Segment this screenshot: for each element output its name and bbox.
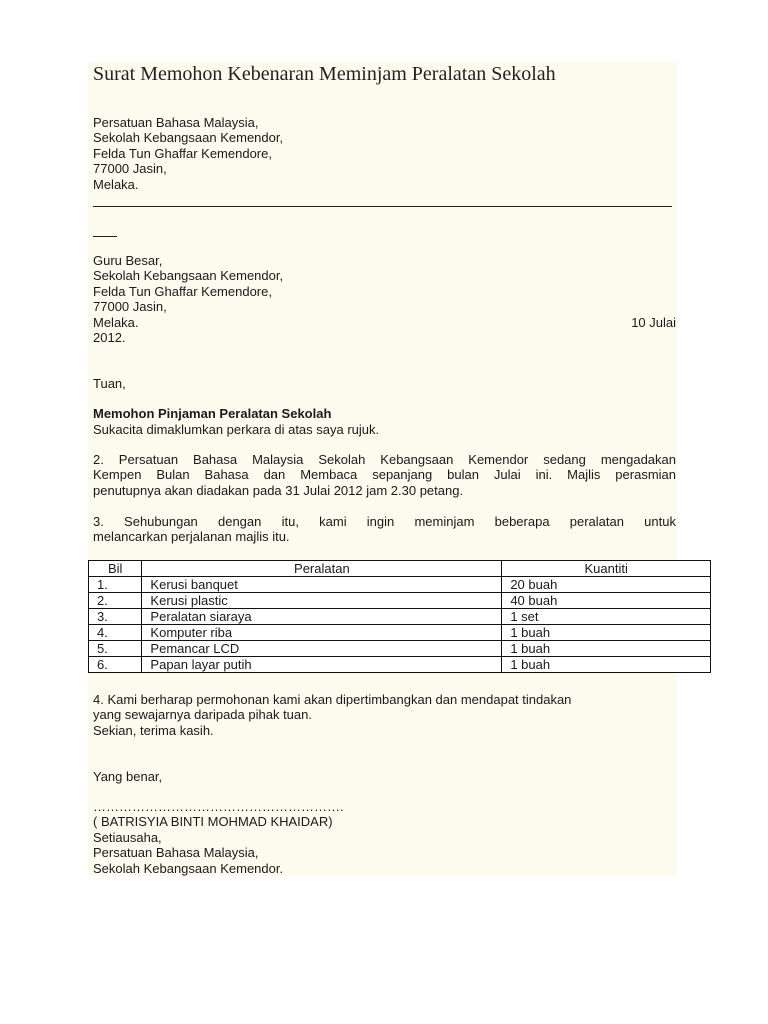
sender-address-line: Sekolah Kebangsaan Kemendor, [93,130,284,146]
signatory-organisation: Persatuan Bahasa Malaysia, [93,845,259,861]
signatory-title: Setiausaha, [93,829,162,845]
cell-peralatan: Papan layar putih [142,657,502,673]
sender-address-line: Persatuan Bahasa Malaysia, [93,115,259,130]
header-kuantiti: Kuantiti [502,561,711,577]
table-row [89,641,711,657]
sign-off: Yang benar, [93,769,163,784]
cell-bil: 2. [89,593,142,609]
cell-kuantiti: 1 buah [502,641,711,657]
cell-bil: 5. [89,641,142,657]
cell-peralatan: Kerusi plastic [142,593,502,609]
cell-kuantiti: 1 set [502,609,711,625]
signatory-name: ( BATRISYIA BINTI MOHMAD KHAIDAR) [93,814,333,830]
recipient-address-line: 77000 Jasin, [93,299,167,315]
table-row [89,593,711,609]
intro-paragraph: Sukacita dimaklumkan perkara di atas saya rujuk. [93,422,380,437]
table-header-row [89,561,711,577]
cell-peralatan: Pemancar LCD [142,641,502,657]
recipient-address [93,253,283,345]
letter-date: 10 Julai [631,315,676,330]
cell-bil: 4. [89,625,142,641]
signatory-school: Sekolah Kebangsaan Kemendor. [93,860,284,876]
paragraph-3 [93,514,676,545]
cell-peralatan: Kerusi banquet [142,577,502,593]
sender-address [93,115,283,192]
recipient-address-line: Sekolah Kebangsaan Kemendor, [93,268,284,284]
sender-address-line: Felda Tun Ghaffar Kemendore, [93,145,272,161]
paragraph-line: 3. Sehubungan dengan itu, kami ingin meminjam beberapa peralatan untuk [93,514,676,529]
table-row [89,625,711,641]
date-year: 2012. [93,329,126,345]
paragraph-line: penutupnya akan diadakan pada 31 Julai 2012 jam 2.30 petang. [93,482,464,498]
paragraph-line: Kempen Bulan Bahasa dan Membaca sepanjang bulan Julai ini. Majlis perasmian [93,467,676,483]
cell-peralatan: Komputer riba [142,625,502,641]
recipient-address-line: Guru Besar, [93,253,163,268]
recipient-address-line: Melaka. [93,314,139,330]
table-row [89,657,711,673]
signature-line: …………………………………………………. [93,799,344,814]
signature-block [93,799,344,876]
paragraph-line: 2. Persatuan Bahasa Malaysia Sekolah Kebangsaan Kemendor sedang mengadakan [93,452,676,467]
cell-kuantiti: 1 buah [502,657,711,673]
sender-address-line: 77000 Jasin, [93,161,167,177]
paragraph-line: 4. Kami berharap permohonan kami akan dipertimbangkan dan mendapat tindakan [93,692,572,707]
letter-subject: Memohon Pinjaman Peralatan Sekolah [93,406,332,421]
cell-bil: 6. [89,657,142,673]
cell-peralatan: Peralatan siaraya [142,609,502,625]
paragraph-2 [93,452,676,498]
cell-bil: 1. [89,577,142,593]
letter-title: Surat Memohon Kebenaran Meminjam Peralatan Sekolah [93,63,556,85]
salutation: Tuan, [93,376,126,391]
table-row [89,577,711,593]
paragraph-4 [93,692,571,738]
paragraph-line: melancarkan perjalanan majlis itu. [93,529,290,545]
closing-line: Sekian, terima kasih. [93,722,214,738]
cell-kuantiti: 40 buah [502,593,711,609]
paragraph-line: yang sewajarnya daripada pihak tuan. [93,707,312,723]
divider-line-continued [93,236,117,237]
sender-address-line: Melaka. [93,176,139,192]
cell-bil: 3. [89,609,142,625]
divider-line [93,206,672,207]
header-bil: Bil [89,561,142,577]
cell-kuantiti: 1 buah [502,625,711,641]
table-row [89,609,711,625]
recipient-address-line: Felda Tun Ghaffar Kemendore, [93,283,272,299]
header-peralatan: Peralatan [142,561,502,577]
equipment-table [88,560,711,673]
cell-kuantiti: 20 buah [502,577,711,593]
